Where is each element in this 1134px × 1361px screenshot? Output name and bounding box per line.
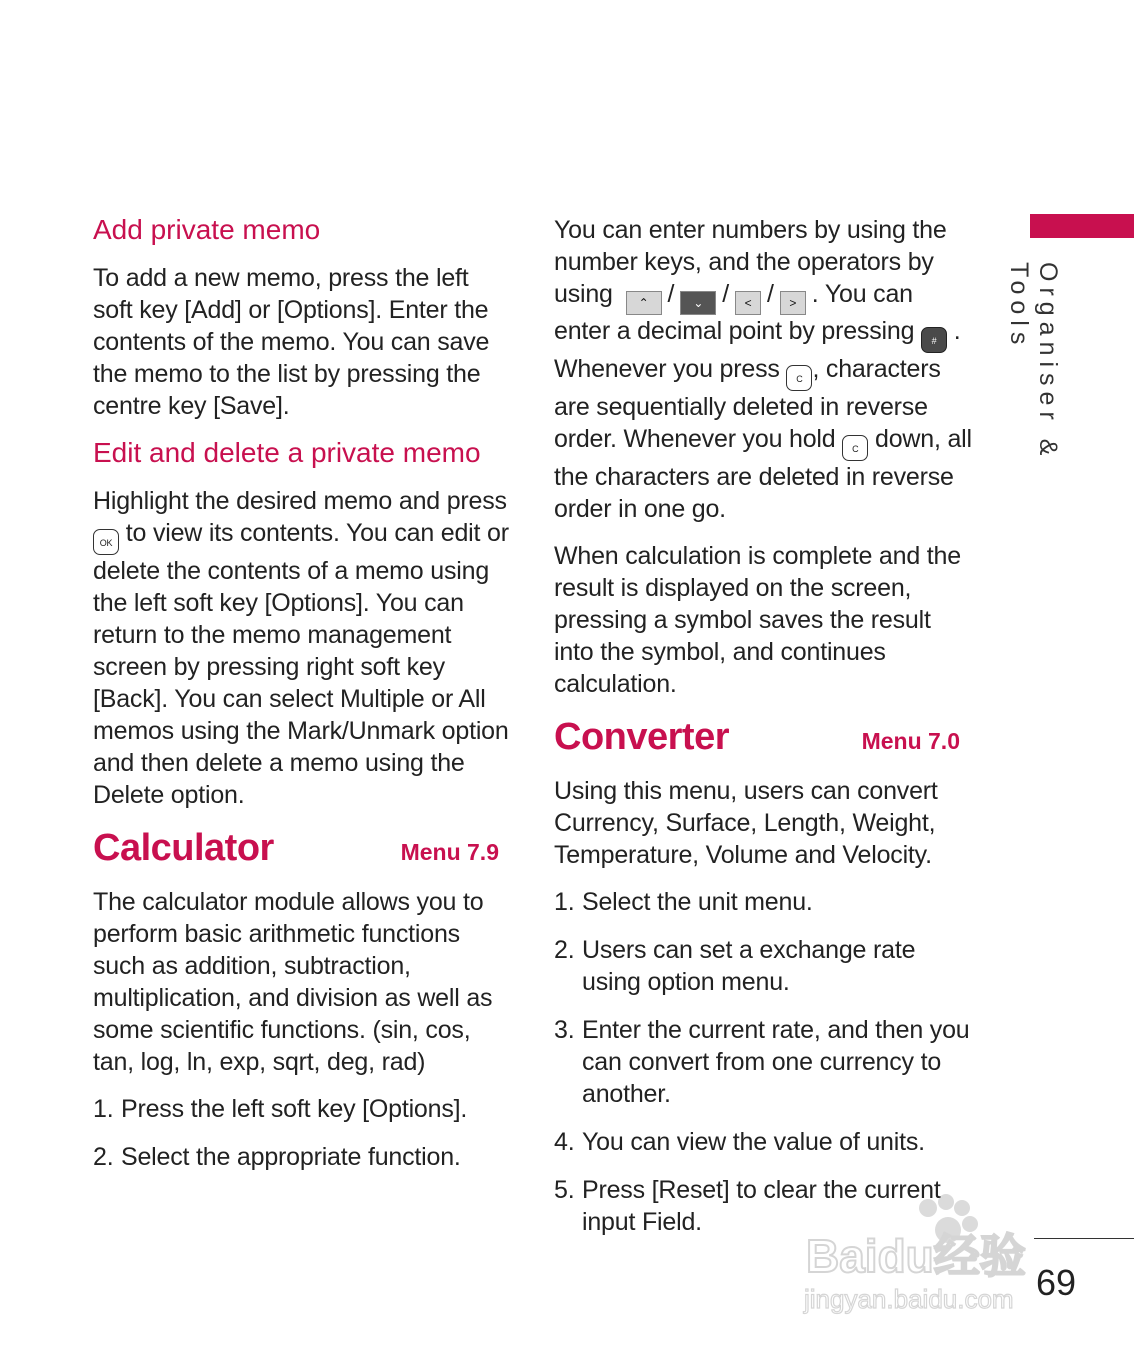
- nav-up-key-icon: ⌃: [626, 291, 662, 315]
- clear-key-icon: C: [786, 365, 812, 391]
- page-number: 69: [1036, 1262, 1077, 1303]
- list-item: 2. Users can set a exchange rate using option menu.: [554, 936, 916, 996]
- add-private-memo-heading: Add private memo: [93, 214, 321, 245]
- right-column: [554, 214, 974, 1254]
- edit-delete-memo-text: Highlight the desired memo and press OK to view its contents. You can edit or delete the contents of a memo using the left soft key [Options]. You can return to the memo management screen by pressing right soft key [Back]. You can select Multiple or All memos using the Mark/Unmark option and then delete a memo using the Delete option.: [93, 487, 509, 809]
- clear-key-hold-icon: C: [842, 435, 868, 461]
- section-tab-marker: [1030, 214, 1134, 238]
- nav-down-key-icon: ⌄: [680, 291, 716, 315]
- calculation-complete-text: When calculation is complete and the result is displayed on the screen, pressing a symbol saves the result into the symbol, and continues calculation.: [554, 542, 961, 698]
- watermark-brand: Baidu经验: [806, 1230, 1026, 1282]
- list-item: 3. Enter the current rate, and then you can convert from one currency to another.: [554, 1016, 970, 1108]
- nav-left-key-icon: <: [735, 291, 761, 315]
- add-private-memo-text: To add a new memo, press the left soft key [Add] or [Options]. Enter the contents of the memo. You can save the memo to the list by pressing the centre key [Save].: [93, 264, 490, 420]
- baidu-watermark-logo: [800, 1190, 1070, 1320]
- converter-title: Converter: [554, 716, 729, 758]
- list-item: 2. Select the appropriate function.: [93, 1143, 461, 1171]
- nav-right-key-icon: >: [780, 291, 806, 315]
- calculator-menu-number: Menu 7.9: [400, 839, 499, 865]
- edit-delete-memo-heading: Edit and delete a private memo: [93, 437, 481, 468]
- calculator-title: Calculator: [93, 827, 274, 869]
- calculator-section-header: [93, 826, 513, 870]
- converter-text: Using this menu, users can convert Currency, Surface, Length, Weight, Temperature, Volume and Velocity.: [554, 777, 938, 869]
- left-column: [93, 214, 513, 1189]
- list-item: 4. You can view the value of units.: [554, 1128, 925, 1156]
- list-item: 1. Press the left soft key [Options].: [93, 1095, 468, 1123]
- converter-menu-number: Menu 7.0: [861, 728, 960, 754]
- ok-key-icon: OK: [93, 529, 119, 555]
- list-item: 1. Select the unit menu.: [554, 888, 813, 916]
- calculator-text: The calculator module allows you to perform basic arithmetic functions such as addition, subtraction, multiplication, and division as well as some scientific functions. (sin, cos, tan, log, ln, exp, sqrt, deg, rad): [93, 888, 493, 1076]
- converter-section-header: [554, 715, 974, 759]
- hash-key-icon: #: [921, 327, 947, 353]
- side-tab-label: Organiser & Tools: [1005, 262, 1062, 462]
- list-item: 5. Press [Reset] to clear the current input Field.: [554, 1176, 941, 1236]
- calculator-keys-text: You can enter numbers by using the number keys, and the operators by using ⌃ / ⌄ / < / > . You can enter a decimal point by pressing # . Whenever you press C , characters are sequentially deleted in reverse order. Whenever you hold C down, all the characters are deleted in reverse order in one go.: [554, 216, 972, 523]
- watermark-url: jingyan.baidu.com: [804, 1284, 1014, 1314]
